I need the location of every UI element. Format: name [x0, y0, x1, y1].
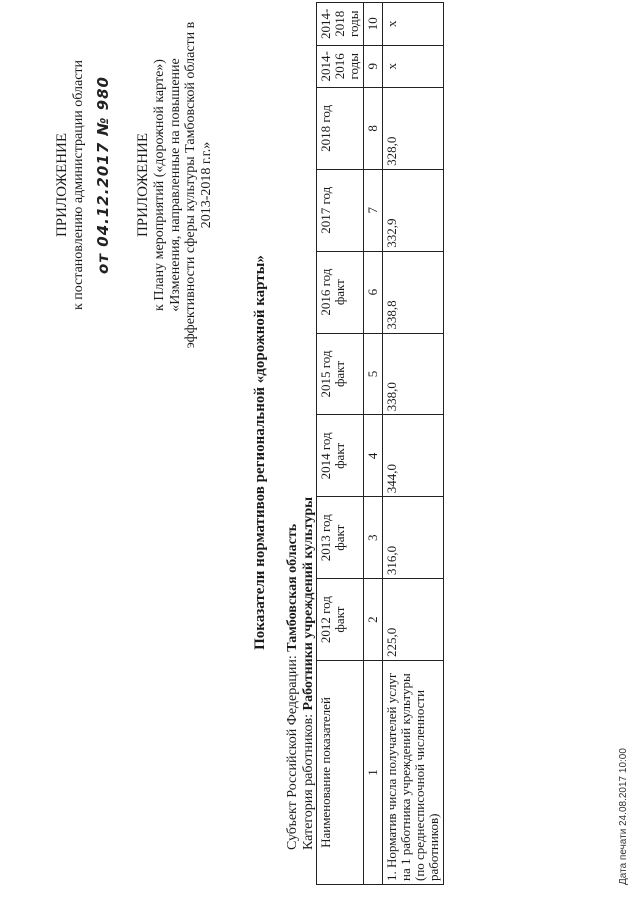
table-cell: х: [383, 45, 444, 87]
header-cell: 2013 год факт: [317, 497, 364, 579]
header-cell: 2016 год факт: [317, 251, 364, 333]
category-line: [301, 250, 317, 850]
category-value: Работники учреждений культуры: [301, 496, 316, 711]
subject-block: [285, 250, 317, 850]
header-cell: 2014 год факт: [317, 415, 364, 497]
column-number: 9: [364, 45, 383, 87]
document-title: Показатели нормативов региональной «дорожной карты»: [252, 255, 268, 650]
column-number: 2: [364, 579, 383, 661]
subject-label: Субъект Российской Федерации:: [285, 651, 300, 850]
column-number: 1: [364, 661, 383, 885]
header-cell: Наименование показателей: [317, 661, 364, 885]
header-cell: 2014-2016 годы: [317, 45, 364, 87]
indicator-name: 1. Норматив числа получателей услуг на 1 работника учреждений культуры (по среднесписочной численности работников): [383, 661, 444, 885]
header-cell: 2018 год: [317, 87, 364, 169]
column-number: 10: [364, 3, 383, 46]
appendix-1-title: ПРИЛОЖЕНИЕ: [54, 132, 70, 238]
print-date: Дата печати 24.08.2017 10:00: [618, 748, 629, 885]
column-number: 3: [364, 497, 383, 579]
header-cell: 2012 год факт: [317, 579, 364, 661]
appendix-2-title: ПРИЛОЖЕНИЕ: [135, 132, 151, 238]
table-cell: х: [383, 3, 444, 46]
table-cell: 338,8: [383, 251, 444, 333]
header-cell: 2017 год: [317, 169, 364, 251]
table-cell: 225,0: [383, 579, 444, 661]
column-number-row: [364, 3, 383, 885]
table-cell: 344,0: [383, 415, 444, 497]
column-number: 5: [364, 333, 383, 415]
column-number: 6: [364, 251, 383, 333]
indicators-table: [316, 2, 444, 885]
column-number: 4: [364, 415, 383, 497]
header-cell: 2014-2018 годы: [317, 3, 364, 46]
subject-value: Тамбовская область: [285, 523, 300, 652]
table-cell: 338,0: [383, 333, 444, 415]
header-cell: 2015 год факт: [317, 333, 364, 415]
table-header-row: [317, 3, 364, 885]
appendix-1-subtitle: к постановлению администрации области: [71, 59, 86, 311]
table-cell: 332,9: [383, 169, 444, 251]
column-number: 8: [364, 87, 383, 169]
column-number: 7: [364, 169, 383, 251]
category-label: Категория работников:: [301, 710, 316, 850]
appendix-2-body: к Плану мероприятий («дорожной карте») «Изменения, направленные на повышение эффективности сферы культуры Тамбовской области в 2013-2018 г.г.»: [152, 21, 214, 349]
subject-line: [285, 250, 301, 850]
handwritten-date-number: от 04.12.2017 № 980: [94, 76, 112, 274]
table-cell: 328,0: [383, 87, 444, 169]
table-row: [383, 3, 444, 885]
table-cell: 316,0: [383, 497, 444, 579]
